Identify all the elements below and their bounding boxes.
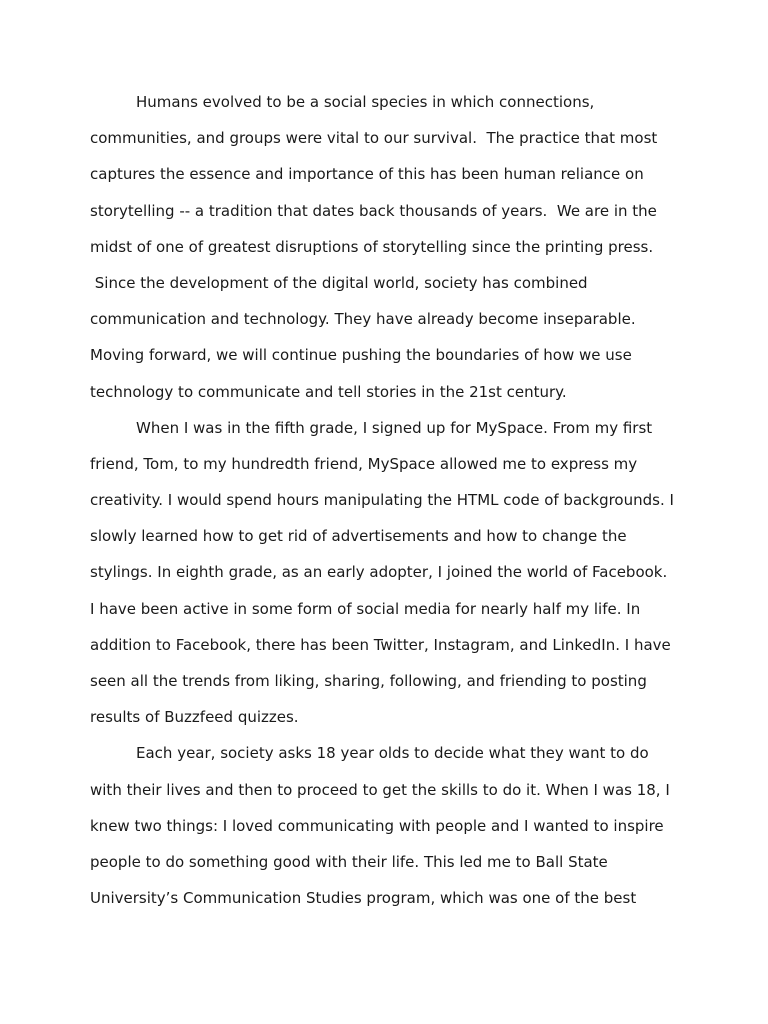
text-line: Each year, society asks 18 year olds to decide what they want to do bbox=[136, 744, 649, 763]
text-line: When I was in the fifth grade, I signed up for MySpace. From my first bbox=[136, 418, 653, 437]
text-line: storytelling -- a tradition that dates back thousands of years. We are in the bbox=[90, 201, 657, 220]
text-line: communities, and groups were vital to our survival. The practice that most bbox=[90, 129, 658, 148]
text-line: Moving forward, we will continue pushing the boundaries of how we use bbox=[90, 346, 632, 365]
paragraph-3 bbox=[90, 735, 690, 916]
text-line: friend, Tom, to my hundredth friend, MySpace allowed me to express my bbox=[90, 454, 638, 473]
text-line: University’s Communication Studies program, which was one of the best bbox=[90, 889, 637, 908]
text-line: seen all the trends from liking, sharing, following, and friending to posting bbox=[90, 672, 647, 690]
text-line: knew two things: I loved communicating with people and I wanted to inspire bbox=[90, 816, 664, 835]
text-line: captures the essence and importance of this has been human reliance on bbox=[90, 165, 644, 184]
paragraph-2 bbox=[90, 410, 690, 736]
text-line: Since the development of the digital world, society has combined bbox=[90, 273, 588, 292]
text-line: creativity. I would spend hours manipulating the HTML code of backgrounds. I bbox=[90, 491, 674, 510]
text-line: technology to communicate and tell stories in the 21st century. bbox=[90, 382, 567, 401]
text-line: Humans evolved to be a social species in which connections, bbox=[136, 93, 595, 111]
text-line: I have been active in some form of social media for nearly half my life. In bbox=[90, 599, 641, 618]
paragraph-1 bbox=[90, 84, 690, 410]
text-line: communication and technology. They have already become inseparable. bbox=[90, 310, 636, 329]
text-line: with their lives and then to proceed to get the skills to do it. When I was 18, I bbox=[90, 780, 670, 799]
text-line: addition to Facebook, there has been Twitter, Instagram, and LinkedIn. I have bbox=[90, 635, 671, 654]
text-line: slowly learned how to get rid of advertisements and how to change the bbox=[90, 527, 627, 546]
text-line: results of Buzzfeed quizzes. bbox=[90, 708, 299, 727]
text-line: stylings. In eighth grade, as an early adopter, I joined the world of Facebook. bbox=[90, 563, 668, 582]
document-body bbox=[90, 84, 690, 916]
text-line: people to do something good with their life. This led me to Ball State bbox=[90, 852, 608, 871]
text-line: midst of one of greatest disruptions of storytelling since the printing press. bbox=[90, 237, 654, 256]
